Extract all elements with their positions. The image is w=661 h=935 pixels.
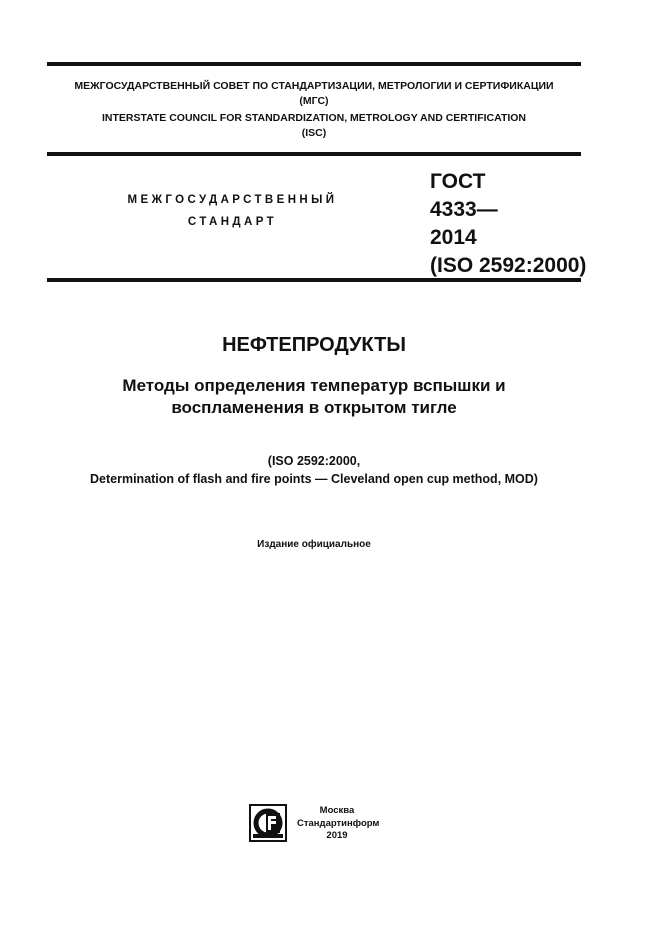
iso-title-line2: Determination of flash and fire points — Cleveland open cup method, MOD) xyxy=(90,472,538,486)
middle-rule xyxy=(47,152,581,156)
gost-year: 2014 xyxy=(430,226,477,249)
gost-designation xyxy=(430,168,586,280)
council-ru-abbr: (МГС) xyxy=(299,95,329,107)
council-en-name: INTERSTATE COUNCIL FOR STANDARDIZATION, METROLOGY AND CERTIFICATION xyxy=(101,112,527,124)
edition-note: Издание официальное xyxy=(257,539,371,550)
publisher-year: 2019 xyxy=(326,830,348,841)
gost-number: 4333— xyxy=(430,198,498,221)
publisher-name: Стандартинформ xyxy=(297,817,380,829)
top-rule xyxy=(47,62,581,66)
iso-title xyxy=(47,452,581,488)
gost-label: ГОСТ xyxy=(430,170,486,193)
standard-type xyxy=(100,189,365,233)
document-title: НЕФТЕПРОДУКТЫ xyxy=(222,334,406,356)
council-ru-name: МЕЖГОСУДАРСТВЕННЫЙ СОВЕТ ПО СТАНДАРТИЗАЦИИ, МЕТРОЛОГИИ И СЕРТИФИКАЦИИ xyxy=(74,80,554,92)
gost-iso-ref: (ISO 2592:2000) xyxy=(430,254,587,277)
subtitle-line1: Методы определения температур вспышки и xyxy=(122,376,506,395)
standard-type-line1: МЕЖГОСУДАРСТВЕННЫЙ xyxy=(127,194,338,206)
publisher-block xyxy=(297,805,380,843)
council-ru xyxy=(47,79,581,109)
council-en-abbr: (ISC) xyxy=(301,127,327,139)
bottom-rule xyxy=(47,278,581,282)
document-subtitle xyxy=(47,375,581,419)
subtitle-line2: воспламенения в открытом тигле xyxy=(171,398,457,417)
standartinform-logo-icon xyxy=(249,804,287,842)
standard-type-line2: СТАНДАРТ xyxy=(187,216,278,228)
iso-title-line1: (ISO 2592:2000, xyxy=(267,454,361,468)
council-en xyxy=(47,111,581,141)
publisher-city: Москва xyxy=(319,805,355,816)
